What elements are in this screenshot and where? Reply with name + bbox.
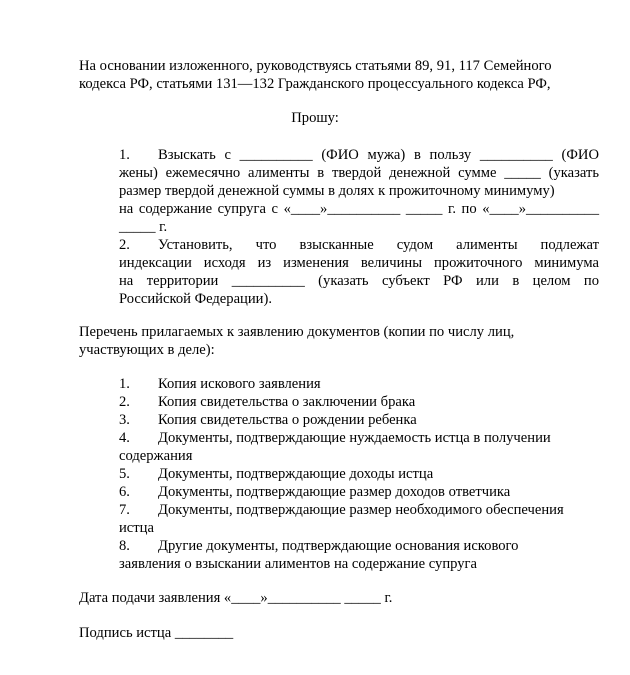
attachment-number: 6.: [119, 484, 130, 500]
request-1-line-3: размер твердой денежной суммы в долях к прожиточному минимуму): [119, 183, 555, 199]
attachment-item: Документы, подтверждающие доходы истца: [158, 466, 434, 482]
request-number: 1.: [119, 147, 130, 163]
submission-date-line: Дата подачи заявления «____»__________ _____ г.: [79, 590, 393, 606]
attachment-item-continued: содержания: [119, 448, 193, 464]
request-number: 2.: [119, 237, 130, 253]
attachment-number: 1.: [119, 376, 130, 392]
request-2-line-3: на территории __________ (указать субъект РФ или в целом по: [119, 273, 599, 289]
attachment-item: Документы, подтверждающие нуждаемость истца в получении: [158, 430, 551, 446]
attachment-number: 5.: [119, 466, 130, 482]
attachment-item: Другие документы, подтверждающие основания искового: [158, 538, 519, 554]
attachment-number: 2.: [119, 394, 130, 410]
attachment-item: Копия свидетельства о рождении ребенка: [158, 412, 417, 428]
attachment-number: 3.: [119, 412, 130, 428]
request-2-line-4: Российской Федерации).: [119, 291, 272, 307]
attachment-item: Копия свидетельства о заключении брака: [158, 394, 416, 410]
attachment-number: 7.: [119, 502, 130, 518]
attachment-item: Копия искового заявления: [158, 376, 321, 392]
request-heading: Прошу:: [291, 110, 339, 126]
request-1-line-5: _____ г.: [119, 219, 168, 235]
attachment-item-continued: истца: [119, 520, 154, 536]
attachment-item-continued: заявления о взыскании алиментов на содержание супруга: [119, 556, 477, 572]
intro-line-2: кодекса РФ, статьями 131—132 Гражданского процессуального кодекса РФ,: [79, 76, 551, 92]
request-1-line-1: Взыскать с __________ (ФИО мужа) в пользу __________ (ФИО: [158, 147, 599, 163]
attachment-number: 8.: [119, 538, 130, 554]
request-1-line-2: жены) ежемесячно алименты в твердой денежной сумме _____ (указать: [119, 165, 599, 181]
attachment-item: Документы, подтверждающие размер доходов ответчика: [158, 484, 511, 500]
attachments-heading-line-1: Перечень прилагаемых к заявлению документов (копии по числу лиц,: [79, 324, 515, 340]
intro-line-1: На основании изложенного, руководствуясь статьями 89, 91, 117 Семейного: [79, 58, 552, 74]
attachment-number: 4.: [119, 430, 130, 446]
signature-line: Подпись истца ________: [79, 625, 234, 641]
attachments-heading-line-2: участвующих в деле):: [79, 342, 215, 358]
attachment-item: Документы, подтверждающие размер необходимого обеспечения: [158, 502, 564, 518]
request-2-line-1: Установить, что взысканные судом алименты подлежат: [158, 237, 599, 253]
request-2-line-2: индексации исходя из изменения величины прожиточного минимума: [119, 255, 599, 271]
request-1-line-4: на содержание супруга с «____»__________ _____ г. по «____»__________: [119, 201, 599, 217]
